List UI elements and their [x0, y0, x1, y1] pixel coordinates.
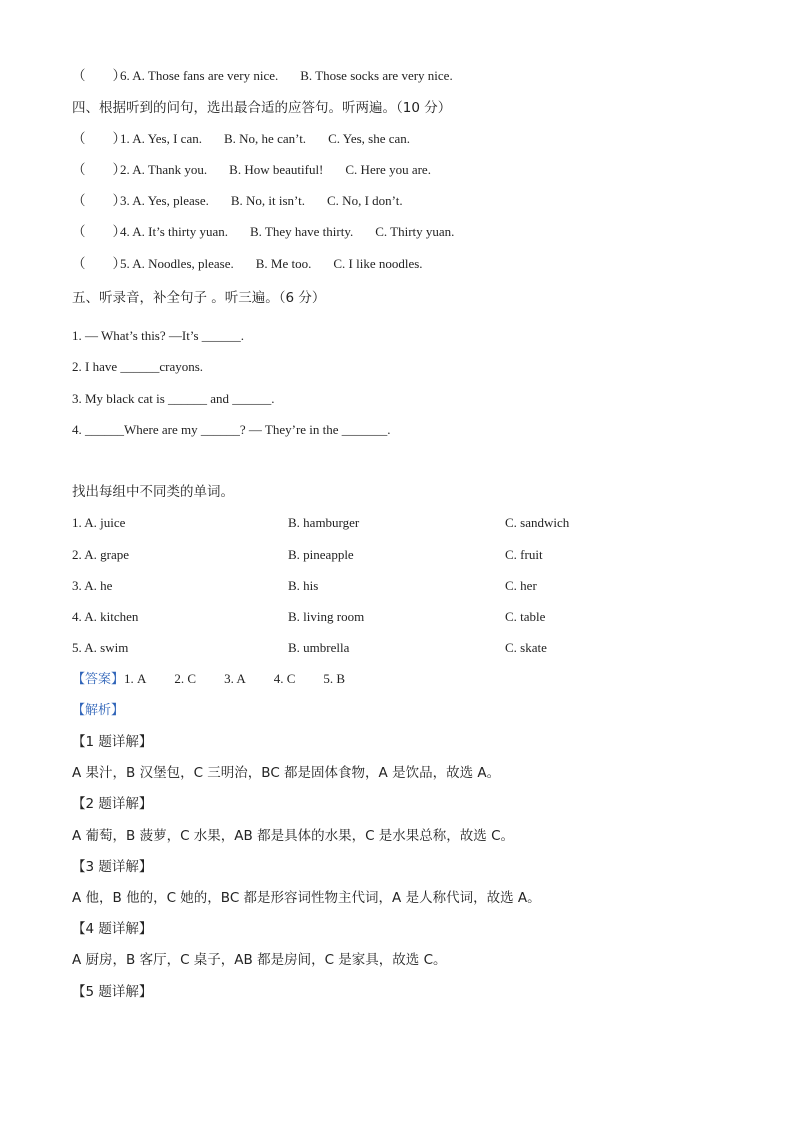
- sec4-item-2: [72, 161, 431, 179]
- sec6-row4-c: C. table: [505, 609, 546, 624]
- answer-line: [72, 670, 345, 689]
- sec6-row4-b: B. living room: [288, 609, 365, 624]
- answer-value: 3. A: [224, 671, 246, 686]
- answer-value: 1. A: [124, 671, 147, 686]
- detail-3-text: A 他，B 他的，C 她的，BC 都是形容词性物主代词，A 是人称代词，故选 A。: [72, 890, 541, 906]
- sec6-row3-b: B. his: [288, 578, 319, 593]
- option-a: 3. A. Yes, please.: [120, 193, 209, 208]
- sec6-row1-c: C. sandwich: [505, 515, 570, 530]
- option-a: 4. A. It’s thirty yuan.: [120, 224, 228, 239]
- option-c: C. I like noodles.: [333, 256, 423, 271]
- option-b: B. How beautiful!: [229, 162, 324, 177]
- sec6-row2-b: B. pineapple: [288, 547, 354, 562]
- sec4-item-3: [72, 192, 403, 210]
- section-4-title: 四、根据听到的问句，选出最合适的应答句。听两遍。（10 分）: [72, 100, 452, 116]
- detail-1-text: A 果汁，B 汉堡包，C 三明治，BC 都是固体食物，A 是饮品，故选 A。: [72, 765, 501, 781]
- option-a: 2. A. Thank you.: [120, 162, 208, 177]
- option-c: C. Here you are.: [345, 162, 431, 177]
- option-b: B. Me too.: [255, 256, 312, 271]
- answer-paren: （ ）: [72, 193, 126, 209]
- detail-3-heading: 【3 题详解】: [72, 859, 153, 875]
- detail-4-text: A 厨房，B 客厅，C 桌子，AB 都是房间，C 是家具，故选 C。: [72, 952, 447, 968]
- option-b: B. No, he can’t.: [223, 131, 307, 146]
- sec6-row5-b: B. umbrella: [288, 640, 350, 655]
- question-6: [72, 67, 453, 85]
- sec6-row1-a: 1. A. juice: [72, 515, 126, 530]
- sec6-row2-a: 2. A. grape: [72, 547, 130, 562]
- answer-paren: （ ）: [72, 131, 126, 147]
- sec6-row4-a: 4. A. kitchen: [72, 609, 139, 624]
- sec4-item-5: [72, 255, 423, 273]
- section-5-title: 五、听录音，补全句子 。听三遍。（6 分）: [72, 290, 326, 306]
- answer-paren: （ ）: [72, 256, 126, 272]
- option-c: C. No, I don’t.: [327, 193, 403, 208]
- option-c: C. Yes, she can.: [328, 131, 411, 146]
- sec5-line-2: 2. I have ______crayons.: [72, 359, 204, 374]
- option-b: B. Those socks are very nice.: [300, 68, 453, 83]
- option-b: B. No, it isn’t.: [230, 193, 306, 208]
- sec6-row2-c: C. fruit: [505, 547, 543, 562]
- answer-value: 4. C: [273, 671, 296, 686]
- sec6-row5-c: C. skate: [505, 640, 547, 655]
- detail-1-heading: 【1 题详解】: [72, 734, 153, 750]
- answer-label: 【答案】: [72, 672, 125, 687]
- sec5-line-1: 1. — What’s this? —It’s ______.: [72, 328, 245, 343]
- option-a: 1. A. Yes, I can.: [120, 131, 202, 146]
- sec5-line-3: 3. My black cat is ______ and ______.: [72, 391, 275, 406]
- answer-paren: （ ）: [72, 224, 126, 240]
- sec5-line-4: 4. ______Where are my ______? — They’re in the _______.: [72, 422, 391, 437]
- option-a: 6. A. Those fans are very nice.: [120, 68, 279, 83]
- sec6-row3-c: C. her: [505, 578, 537, 593]
- option-b: B. They have thirty.: [249, 224, 354, 239]
- detail-4-heading: 【4 题详解】: [72, 921, 153, 937]
- answer-value: 5. B: [323, 671, 346, 686]
- detail-2-heading: 【2 题详解】: [72, 796, 153, 812]
- sec6-row1-b: B. hamburger: [288, 515, 360, 530]
- option-c: C. Thirty yuan.: [375, 224, 455, 239]
- sec6-row3-a: 3. A. he: [72, 578, 113, 593]
- answer-value: 2. C: [174, 671, 197, 686]
- answer-paren: （ ）: [72, 162, 126, 178]
- sec4-item-4: [72, 223, 454, 241]
- sec4-item-1: [72, 130, 410, 148]
- detail-2-text: A 葡萄，B 菠萝，C 水果，AB 都是具体的水果，C 是水果总称，故选 C。: [72, 828, 515, 844]
- section-6-title: 找出每组中不同类的单词。: [72, 484, 234, 500]
- option-a: 5. A. Noodles, please.: [120, 256, 234, 271]
- detail-5-heading: 【5 题详解】: [72, 984, 153, 1000]
- sec6-row5-a: 5. A. swim: [72, 640, 129, 655]
- answer-paren: （ ）: [72, 68, 126, 84]
- analysis-label: 【解析】: [72, 703, 125, 718]
